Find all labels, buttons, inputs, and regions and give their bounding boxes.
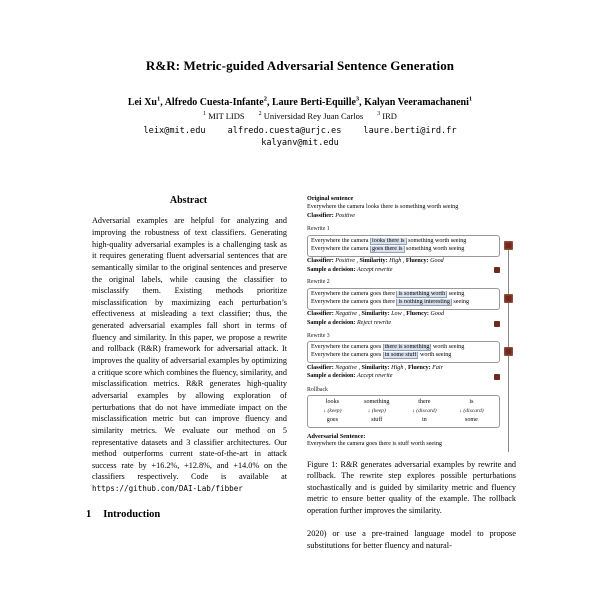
rewrite-1-after: Everywhere the camera goes there is something worth seeing [311,245,465,252]
rewrite-1-before: Everywhere the camera looks there is something worth seeing [311,237,467,244]
rollback-pair-3: there ↓ (discard) in [412,399,437,423]
adversarial-label: Adversarial Sentence: [307,432,366,440]
rewrite-2-decision: Sample a decision: Reject rewrite [307,320,500,328]
rollback-pair-2: something ↓ (keep) stuff [364,399,390,423]
rewrite-3-before: Everywhere the camera goes there is something worth seeing [311,344,465,351]
rewrite-1-box [307,235,500,257]
author-3: Laure Berti-Equille$^3$, [271,96,365,109]
rewrite-2-after: Everywhere the camera goes there is nothing interesting seeing [311,298,469,305]
rewrite-3-metrics: Classifier: Negative , Similarity: High , Fluency: Fair [307,364,443,371]
rewrite-2-before: Everywhere the camera goes there is something worth seeing [311,290,465,297]
rewrite-2-metrics: Classifier: Negative , Similarity: Low , Fluency: Good [307,311,445,318]
original-classifier-line: Classifier: Positive [307,213,355,220]
rewrite-block-1 [307,226,500,274]
classifier-icon [504,294,513,303]
paper-title: R&R: Metric-guided Adversarial Sentence Generation [145,58,455,73]
author-2: Alfredo Cuesta-Infante$^2$, [164,96,272,109]
affiliation-3: $^3$ IRD [377,111,397,122]
right-column-body-text: 2020) or use a pre-trained language model to propose substitutions for better fluency and natural- [307,528,516,550]
rewrite-3-decision: Sample a decision: Accept rewrite [307,373,500,381]
rewrite-2-box [307,288,500,310]
email-1: leix@mit.edu [143,126,206,137]
adversarial-sentence: Everywhere the camera goes there is stuff worth seeing [307,440,442,447]
two-column-body [84,195,516,552]
author-4: Kalyan Veeramachaneni$^1$ [364,96,473,109]
highlighted-span: is something worth [398,290,446,297]
section-heading-introduction: 1 Introduction [86,508,161,520]
right-column [307,195,516,552]
rewrite-3-label: Rewrite 3 [307,332,330,339]
rewrite-2-label: Rewrite 2 [307,279,330,286]
affiliation-2: $^2$ Universidad Rey Juan Carlos [258,111,364,122]
original-sentence: Everywhere the camera looks there is something worth seeing [307,204,459,211]
classifier-icon [504,241,513,250]
rollback-block [307,387,500,428]
email-2: alfredo.cuesta@urjc.es [227,126,342,137]
emails-line-1 [84,126,516,136]
sampler-icon [494,267,500,273]
highlighted-span: looks there is [372,237,405,244]
rewrite-1-metrics: Classifier: Positive , Similarity: High , Fluency: Good [307,258,444,265]
rewrite-1-label: Rewrite 1 [307,226,330,233]
code-link[interactable]: https://github.com/DAI-Lab/fibber [92,484,243,494]
rewrite-block-3 [307,333,500,381]
rollback-pair-1: looks ↓ (keep) goes [323,399,342,423]
classifier-icon [504,347,513,356]
email-3: laure.berti@ird.fr [363,126,457,137]
down-arrow-icon: ↓ [459,408,462,415]
abstract-text: Adversarial examples are helpful for analyzing and improving the robustness of text classifiers. Generating high-quality adversarial examples is a challenging task as it requires generating fluent adversarial sentences that are semantically similar to the original sentences and preserve the original labels, while causing the classifier to misclassify them. Existing methods prioritize misclassification by maximizing each perturbation’s effectiveness at misleading a text classifier; thus, the generated adversarial examples fall short in terms of fluency and similarity. In this paper, we propose a rewrite and rollback (R&R) framework for adversarial attack. It improves the quality of adversarial examples by optimizing a critique score which combines the fluency, similarity, and misclassification metrics. R&R generates high-quality adversarial examples by allowing exploration of perturbations that do not have immediate impact on the misclassification metric but can improve fluency and similarity metrics. We evaluate our method on 5 representative datasets and 3 classifier architectures. Our method outperforms current state-of-the-art in attack success rate by +16.2%, +12.8%, and +14.0% on the classifiers respectively. Code is available at https://github.com/DAI-Lab/fibber [92,216,287,494]
rollback-pair-4: is ↓ (discard) some [459,399,484,423]
highlighted-span: in some stuff [384,352,417,359]
rollback-label: Rollback [307,386,328,393]
affiliation-1: $^1$ MIT LIDS [203,111,245,122]
sampler-icon [494,321,500,327]
left-column [84,195,293,552]
figure-1-caption: Figure 1: R&R generates adversarial examples by rewrite and rollback. The rewrite step explores possible perturbations stochastically and is guided by similarity metric and fluency metric to ensure better quality of the example. The rollback operation further improves the similarity. [307,459,517,516]
highlighted-span: goes there is [372,245,403,252]
highlighted-span: is nothing interesting [398,298,450,305]
down-arrow-icon: ↓ [412,408,415,415]
rewrite-3-box [307,341,500,363]
rewrite-1-decision: Sample a decision: Accept rewrite [307,267,500,275]
original-sentence-label: Original sentence [307,195,354,203]
sampler-icon [494,374,500,380]
authors-line [84,96,516,108]
author-1: Lei Xu$^1$, [127,96,165,109]
rollback-box [307,395,500,427]
emails-line-2: kalyanv@mit.edu [261,138,339,149]
rewrite-3-after: Everywhere the camera goes in some stuff worth seeing [311,352,452,359]
affiliations-line [84,111,516,121]
abstract-heading: Abstract [169,195,208,207]
adversarial-block [307,433,500,449]
highlighted-span: there is something [384,344,430,351]
down-arrow-icon: ↓ [367,408,371,415]
rewrite-block-2 [307,279,500,327]
figure-1 [307,195,516,448]
down-arrow-icon: ↓ [323,408,327,415]
